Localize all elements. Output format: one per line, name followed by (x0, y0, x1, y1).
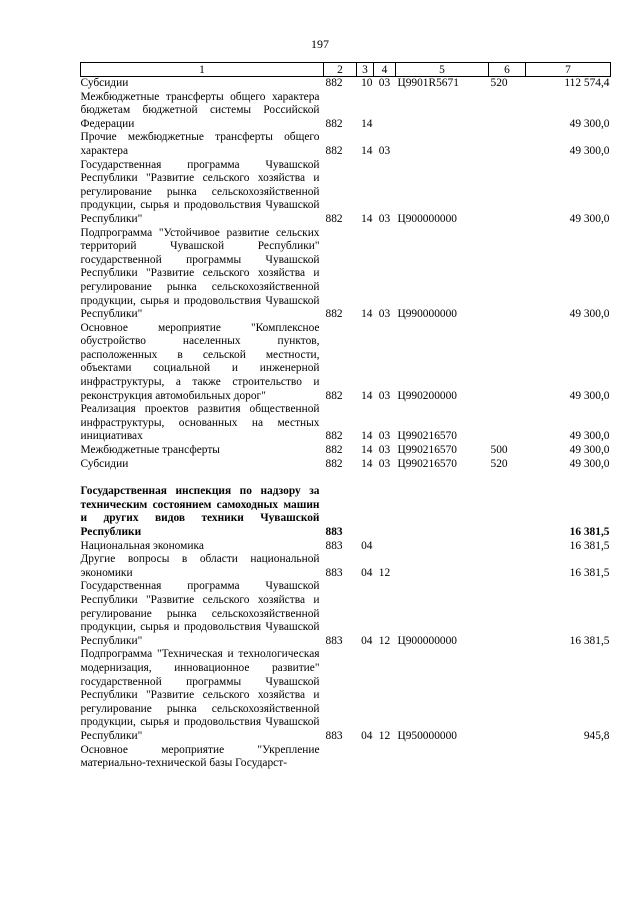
row-description: Реализация проектов развития общественной инфраструктуры, основанных на местных инициативах (80, 403, 320, 443)
row-ministry-code: 883 (325, 566, 343, 579)
table-row (81, 540, 611, 554)
row-ministry-code: 882 (325, 444, 343, 457)
row-target-code (396, 540, 489, 554)
row-target-code: Ц990216570 (397, 430, 457, 443)
row-expense-type (489, 227, 526, 322)
row-amount: 49 300,0 (569, 308, 610, 321)
row-section-code: 04 (361, 566, 373, 579)
row-expense-type (489, 159, 526, 227)
page-number: 197 (311, 37, 329, 51)
row-expense-type: 520 (490, 457, 508, 470)
row-ministry-code: 882 (325, 77, 343, 89)
row-subsection-code: 03 (378, 457, 391, 470)
row-description: Субсидии (80, 77, 129, 89)
table-row (81, 580, 611, 648)
row-amount: 49 300,0 (569, 430, 610, 443)
row-description: Национальная экономика (80, 539, 204, 552)
header-col-2: 2 (324, 63, 357, 77)
table-row (81, 458, 611, 472)
row-description: Подпрограмма "Техническая и технологическая модернизация, инновационное развитие" государственной программы Чувашской Республики "Развитие сельского хозяйства и регулирование рынка сельскохозяйственной продукции, сырья и продовольствия Чувашской Республики" (80, 648, 320, 742)
row-ministry-code: 882 (325, 117, 343, 130)
row-expense-type (489, 485, 526, 539)
table-row (81, 553, 611, 580)
row-ministry-code: 883 (325, 634, 343, 647)
header-col-4: 4 (374, 63, 396, 77)
row-section-code: 14 (361, 144, 373, 157)
row-section-code: 14 (361, 308, 373, 321)
row-amount: 16 381,5 (569, 526, 610, 538)
row-description: Субсидии (80, 457, 129, 470)
header-col-5: 5 (396, 63, 489, 77)
row-ministry-code: 882 (325, 430, 343, 443)
row-amount: 945,8 (583, 729, 610, 742)
row-subsection-code: 03 (378, 77, 391, 89)
table-row (81, 77, 611, 91)
row-subsection-code (374, 744, 396, 771)
table-row (81, 744, 611, 771)
row-subsection-code: 12 (378, 729, 391, 742)
row-section-code (357, 744, 374, 771)
row-description: Прочие межбюджетные трансферты общего характера (80, 131, 320, 157)
row-target-code: Ц9901R5671 (397, 77, 459, 89)
table-row (81, 485, 611, 539)
row-description: Межбюджетные трансферты (80, 444, 220, 457)
row-subsection-code: 03 (378, 389, 391, 402)
row-amount (526, 471, 611, 485)
budget-table (80, 62, 611, 771)
row-description: Подпрограмма "Устойчивое развитие сельских территорий Чувашской Республики" государственной программы Чувашской Республики "Развитие сельского хозяйства и регулирование рынка сельскохозяйственной продукции, сырья и продовольствия Чувашской Республики" (80, 226, 320, 321)
row-description: Государственная инспекция по надзору за техническим состоянием самоходных машин и других видов техники Чувашской Республики (80, 485, 320, 538)
row-section-code: 14 (361, 117, 373, 130)
row-section-code: 10 (361, 77, 373, 89)
table-row (81, 648, 611, 743)
table-row (81, 403, 611, 444)
row-target-code (396, 553, 489, 580)
row-section-code: 04 (361, 729, 373, 742)
row-subsection-code: 03 (378, 308, 391, 321)
row-amount: 49 300,0 (569, 389, 610, 402)
row-expense-type (489, 648, 526, 743)
row-expense-type (489, 471, 526, 485)
row-section-code (357, 485, 374, 539)
table-row (81, 322, 611, 404)
row-ministry-code: 883 (325, 729, 343, 742)
row-section-code: 14 (361, 389, 373, 402)
row-ministry-code (324, 744, 357, 771)
header-col-7: 7 (526, 63, 611, 77)
row-subsection-code (374, 540, 396, 554)
row-target-code: Ц950000000 (397, 729, 457, 742)
row-description: Государственная программа Чувашской Республики "Развитие сельского хозяйства и регулирование рынка сельскохозяйственной продукции, сырья и продовольствия Чувашской Республики" (80, 158, 320, 225)
row-amount: 49 300,0 (569, 457, 610, 470)
row-section-code: 14 (361, 457, 373, 470)
row-description: Государственная программа Чувашской Республики "Развитие сельского хозяйства и регулирование рынка сельскохозяйственной продукции, сырья и продовольствия Чувашской Республики" (80, 580, 320, 647)
header-col-1: 1 (81, 63, 324, 77)
row-description: Основное мероприятие "Укрепление материально-технической базы Государст- (80, 743, 320, 770)
row-subsection-code (374, 471, 396, 485)
row-expense-type: 500 (490, 444, 508, 457)
row-expense-type: 520 (490, 77, 508, 89)
table-header-row (81, 63, 611, 77)
row-target-code: Ц990216570 (397, 457, 457, 470)
row-ministry-code (324, 471, 357, 485)
row-ministry-code: 882 (325, 389, 343, 402)
table-row (81, 471, 611, 485)
row-section-code: 14 (361, 212, 373, 225)
row-subsection-code (374, 91, 396, 132)
table-row (81, 227, 611, 322)
row-target-code: Ц990200000 (397, 389, 457, 402)
row-subsection-code: 03 (378, 444, 391, 457)
row-amount: 49 300,0 (569, 117, 610, 130)
row-subsection-code: 03 (378, 430, 391, 443)
row-target-code (396, 471, 489, 485)
row-ministry-code: 882 (325, 457, 343, 470)
row-subsection-code (374, 485, 396, 539)
row-amount: 16 381,5 (569, 634, 610, 647)
header-col-3: 3 (357, 63, 374, 77)
row-target-code (396, 131, 489, 158)
row-expense-type (489, 322, 526, 404)
row-amount: 16 381,5 (569, 566, 610, 579)
row-amount: 49 300,0 (569, 444, 610, 457)
row-expense-type (489, 744, 526, 771)
row-section-code: 14 (361, 444, 373, 457)
row-section-code: 14 (361, 430, 373, 443)
row-expense-type (489, 91, 526, 132)
table-row (81, 444, 611, 458)
table-body (81, 77, 611, 771)
row-target-code: Ц900000000 (397, 634, 457, 647)
row-target-code (396, 744, 489, 771)
row-expense-type (489, 131, 526, 158)
row-amount: 112 574,4 (564, 77, 610, 89)
row-target-code (396, 91, 489, 132)
row-subsection-code: 03 (378, 212, 391, 225)
row-amount: 49 300,0 (569, 144, 610, 157)
row-description: Межбюджетные трансферты общего характера бюджетам бюджетной системы Российской Федерации (80, 90, 320, 130)
row-ministry-code: 882 (325, 144, 343, 157)
row-expense-type (489, 553, 526, 580)
row-amount (526, 744, 611, 771)
row-section-code (357, 471, 374, 485)
row-section-code: 04 (361, 539, 373, 552)
row-subsection-code: 12 (378, 566, 391, 579)
row-subsection-code: 12 (378, 634, 391, 647)
row-subsection-code: 03 (378, 144, 391, 157)
table-row (81, 159, 611, 227)
row-ministry-code: 883 (325, 526, 343, 538)
row-expense-type (489, 540, 526, 554)
row-amount: 49 300,0 (569, 212, 610, 225)
row-target-code (396, 485, 489, 539)
row-target-code: Ц990216570 (397, 444, 457, 457)
row-description: Основное мероприятие "Комплексное обустройство населенных пунктов, расположенных в сельской местности, объектами социальной и инженерной инфраструктуры, а также строительство и реконструкция автомобильных дорог" (80, 321, 320, 402)
row-ministry-code: 882 (325, 308, 343, 321)
row-amount: 16 381,5 (569, 539, 610, 552)
row-expense-type (489, 403, 526, 444)
header-col-6: 6 (489, 63, 526, 77)
row-section-code: 04 (361, 634, 373, 647)
table-row (81, 131, 611, 158)
row-target-code: Ц900000000 (397, 212, 457, 225)
row-target-code: Ц990000000 (397, 308, 457, 321)
row-description (81, 471, 324, 485)
table-row (81, 91, 611, 132)
row-description: Другие вопросы в области национальной экономики (80, 553, 320, 579)
row-ministry-code: 883 (325, 539, 343, 552)
row-ministry-code: 882 (325, 212, 343, 225)
row-expense-type (489, 580, 526, 648)
